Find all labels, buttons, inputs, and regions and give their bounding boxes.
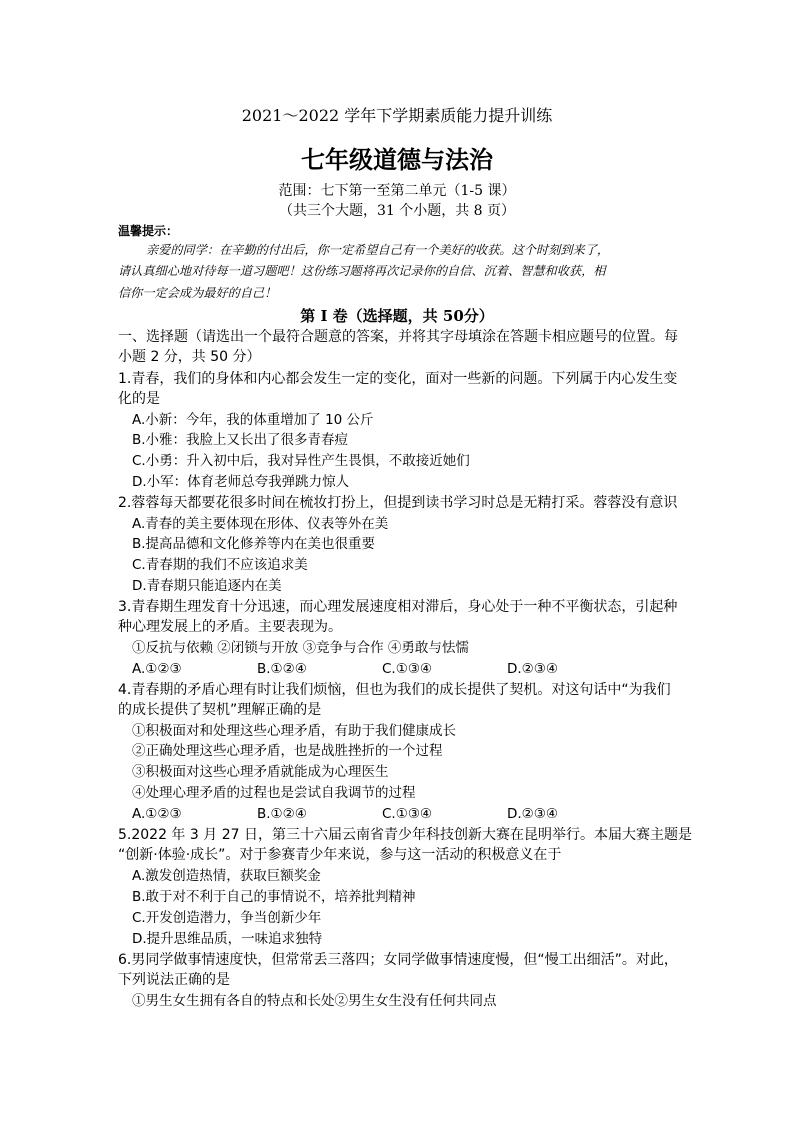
question-option: B.敢于对不利于自己的事情说不，培养批判精神 [132, 889, 416, 905]
exam-count: （共三个大题，31 个小题，共 8 页） [278, 203, 516, 219]
tips-line: 信你一定会成为最好的自己！ [118, 286, 277, 300]
question-option: A.小新：今年，我的体重增加了 10 公斤 [132, 412, 374, 428]
question-option: C.小勇：升入初中后，我对异性产生畏惧，不敢接近她们 [132, 453, 470, 469]
instruction-line: 小题 2 分，共 50 分） [118, 349, 261, 365]
question-option: D.青春期只能追逐内在美 [132, 578, 282, 594]
question-stem: 下列说法正确的是 [118, 972, 230, 988]
part1-title: 第 I 卷（选择题，共 50分） [300, 307, 494, 325]
question-stem: “创新·体验·成长”。对于参赛青少年来说，参与这一活动的积极意义在于 [118, 847, 562, 863]
question-stem: 2.蓉蓉每天都要花很多时间在梳妆打扮上，但提到读书学习时总是无精打采。蓉蓉没有意识 [118, 495, 678, 511]
tips-label: 温馨提示： [118, 224, 179, 238]
exam-term-header: 2021～2022 学年下学期素质能力提升训练 [241, 106, 553, 125]
choice-b: B.①②④ [257, 806, 307, 822]
question-option: B.小雅：我脸上又长出了很多青春痘 [132, 432, 349, 448]
question-stem: 3.青春期生理发育十分迅速，而心理发展速度相对滞后，身心处于一种不平衡状态，引起种 [118, 599, 678, 615]
question-option: C.开发创造潜力，争当创新少年 [132, 910, 322, 926]
choice-a: A.①②③ [132, 661, 182, 677]
choice-d: D.②③④ [507, 806, 558, 822]
choice-c: C.①③④ [382, 661, 433, 677]
choice-b: B.①②④ [257, 661, 307, 677]
question-option: D.小军：体育老师总夸我弹跳力惊人 [132, 474, 350, 490]
choice-row [132, 804, 632, 824]
question-stem: 6.男同学做事情速度快，但常常丢三落四；女同学做事情速度慢，但“慢工出细活”。对此， [118, 952, 678, 968]
question-statement: ④处理心理矛盾的过程也是尝试自我调节的过程 [132, 785, 416, 801]
choice-d: D.②③④ [507, 661, 558, 677]
question-stem: 化的是 [118, 391, 160, 407]
question-option: A.激发创造热情，获取巨额奖金 [132, 868, 321, 884]
question-stem: 1.青春，我们的身体和内心都会发生一定的变化，面对一些新的问题。下列属于内心发生变 [118, 371, 678, 387]
question-statement: ③积极面对这些心理矛盾就能成为心理医生 [132, 764, 389, 780]
question-statement: ①男生女生拥有各自的特点和长处②男生女生没有任何共同点 [132, 993, 497, 1009]
question-option: B.提高品德和文化修养等内在美也很重要 [132, 536, 376, 552]
tips-line: 亲爱的同学：在辛勤的付出后，你一定希望自己有一个美好的收获。这个时刻到来了， [146, 243, 610, 257]
tips-line: 请认真细心地对待每一道习题吧！这份练习题将再次记录你的自信、沉着、智慧和收获，相 [118, 264, 606, 278]
question-option: D.提升思维品质，一味追求独特 [132, 931, 323, 947]
choice-c: C.①③④ [382, 806, 433, 822]
choice-a: A.①②③ [132, 806, 182, 822]
question-option: C.青春期的我们不应该追求美 [132, 557, 308, 573]
question-statement: ②正确处理这些心理矛盾，也是战胜挫折的一个过程 [132, 743, 443, 759]
question-stem: 4.青春期的矛盾心理有时让我们烦恼，但也为我们的成长提供了契机。对这句话中“为我们 [118, 682, 671, 698]
instruction-line: 一、选择题（请选出一个最符合题意的答案，并将其字母填涂在答题卡相应题号的位置。每 [118, 329, 678, 345]
question-statement: ①积极面对和处理这些心理矛盾，有助于我们健康成长 [132, 723, 456, 739]
question-option: A.青春的美主要体现在形体、仪表等外在美 [132, 516, 389, 532]
question-statement: ①反抗与依赖 ②闭锁与开放 ③竞争与合作 ④勇敢与怯懦 [132, 640, 469, 656]
question-stem: 5.2022 年 3 月 27 日，第三十六届云南省青少年科技创新大赛在昆明举行。本届大赛主题是 [118, 827, 692, 843]
subject-title: 七年级道德与法治 [301, 146, 493, 174]
choice-row [132, 659, 632, 679]
question-stem: 的成长提供了契机”理解正确的是 [118, 702, 322, 718]
exam-scope: 范围：七下第一至第二单元（1-5 课） [278, 183, 516, 199]
question-stem: 种心理发展上的矛盾。主要表现为。 [118, 619, 342, 635]
